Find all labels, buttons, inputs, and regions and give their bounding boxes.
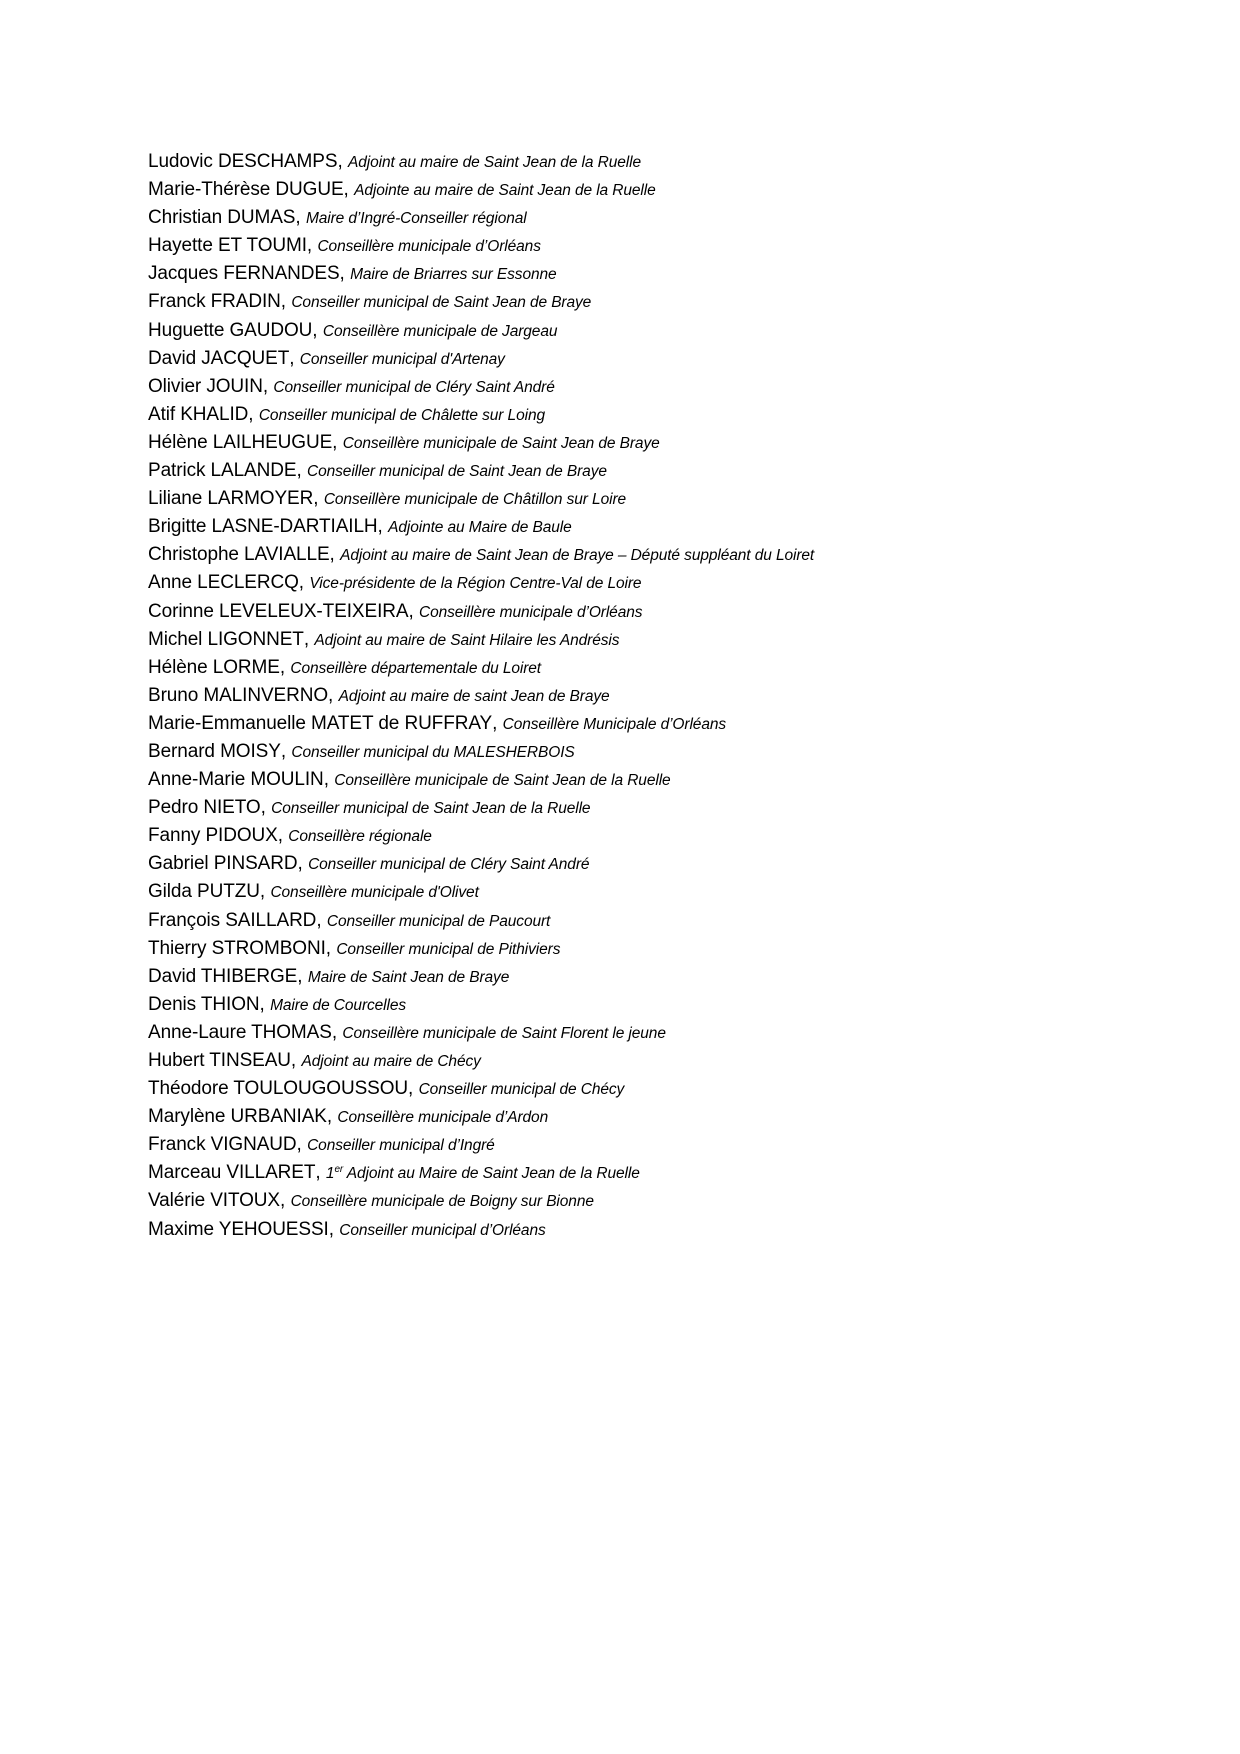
signatory-role: Conseillère départementale du Loiret (290, 659, 542, 677)
separator: , (296, 1134, 308, 1156)
list-item (148, 766, 814, 794)
signatory-role: Conseillère municipale d’Ardon (337, 1109, 549, 1127)
separator: , (260, 797, 272, 819)
signatory-role: Maire de Briarres sur Essonne (350, 266, 557, 284)
list-item (148, 1019, 814, 1047)
list-item (148, 850, 814, 878)
signatory-name: Jacques FERNANDES (148, 263, 340, 285)
signatory-role: Conseiller municipal de Paucourt (326, 912, 551, 930)
signatory-name: Michel LIGONNET (148, 628, 304, 650)
list-item (148, 822, 814, 850)
list-item (148, 401, 814, 429)
signatory-name: Franck VIGNAUD (148, 1134, 297, 1156)
separator: , (262, 375, 274, 397)
separator: , (316, 909, 327, 931)
separator: , (339, 263, 351, 285)
signatory-name: Anne-Laure THOMAS (148, 1021, 332, 1043)
signatory-name: Théodore TOULOUGOUSSOU (148, 1078, 409, 1100)
signatory-name: Hélène LORME (148, 656, 280, 678)
list-item (148, 429, 814, 457)
signatory-name: Bernard MOISY (148, 740, 281, 762)
list-item (148, 963, 814, 991)
signatory-role: Adjoint au maire de Saint Jean de la Ruelle (348, 154, 641, 171)
separator: , (312, 319, 323, 341)
signatory-name: Marie-Thérèse DUGUE (148, 179, 344, 201)
signatory-name: Valérie VITOUX (148, 1190, 280, 1212)
signatory-name: Marceau VILLARET (148, 1162, 316, 1184)
signatory-role: Adjoint au maire de Saint Hilaire les Andrésis (314, 631, 620, 649)
signatory-role-prefix: 1 (325, 1165, 335, 1183)
list-item (148, 513, 814, 541)
signatory-name: Olivier JOUIN (148, 375, 263, 397)
separator: , (297, 965, 308, 987)
signatory-name: David JACQUET (148, 347, 290, 369)
signatory-role: Conseillère municipale de Saint Jean de Braye (342, 434, 660, 452)
signatory-name: Patrick LALANDE (148, 460, 297, 482)
separator: , (325, 937, 337, 959)
list-item (148, 232, 814, 260)
signatory-role: Adjointe au maire de Saint Jean de la Ruelle (354, 182, 656, 200)
separator: , (280, 1190, 291, 1212)
list-item (148, 626, 814, 654)
list-item (148, 1047, 814, 1075)
separator: , (377, 516, 389, 538)
signatory-role: Adjoint au maire de Saint Jean de Braye – Député suppléant du Loiret (340, 547, 815, 565)
list-item (148, 907, 814, 935)
separator: , (303, 628, 315, 650)
signatory-role: Maire d’Ingré-Conseiller régional (305, 210, 527, 228)
list-item (148, 569, 814, 597)
signatory-role: Conseiller municipal de Saint Jean de Braye (307, 463, 607, 481)
signatory-name: Fanny PIDOUX (148, 825, 278, 847)
signatory-role: Adjoint au maire de saint Jean de Braye (338, 687, 610, 705)
separator: , (296, 460, 308, 482)
separator: , (248, 403, 259, 425)
signatory-name: Anne LECLERCQ (148, 572, 299, 594)
signatory-name: Bruno MALINVERNO (148, 684, 329, 706)
signatory-role: Conseiller municipal de Cléry Saint André (308, 856, 590, 874)
separator: , (323, 769, 335, 791)
separator: , (328, 1218, 340, 1240)
signatory-role: Conseillère municipale d'Olivet (270, 884, 479, 902)
list-item (148, 710, 814, 738)
signatory-name: Corinne LEVELEUX-TEIXEIRA (148, 600, 409, 622)
separator: , (259, 881, 271, 903)
list-item (148, 598, 814, 626)
separator: , (295, 207, 306, 229)
signatory-role: Conseiller municipal du MALESHERBOIS (291, 743, 575, 761)
signatory-name: Christian DUMAS (148, 207, 296, 229)
signatory-role: Adjointe au Maire de Baule (388, 519, 572, 537)
list-item (148, 345, 814, 373)
signatory-role: Conseillère municipale de Saint Florent le jeune (342, 1024, 666, 1042)
separator: , (259, 993, 271, 1015)
signatory-name: Gilda PUTZU (148, 881, 260, 903)
separator: , (332, 431, 343, 453)
list-item (148, 317, 814, 345)
signatory-name: Marylène URBANIAK (148, 1106, 327, 1128)
list-item (148, 1103, 814, 1131)
signatory-role: Conseiller municipal de Saint Jean de Braye (291, 294, 592, 312)
separator: , (329, 544, 341, 566)
separator: , (279, 656, 291, 678)
list-item (148, 204, 814, 232)
list-item (148, 1075, 814, 1103)
separator: , (306, 235, 318, 257)
list-item (148, 1131, 814, 1159)
signatory-name: Huguette GAUDOU (148, 319, 313, 341)
signatory-role: Conseillère Municipale d’Orléans (502, 715, 727, 733)
list-item (148, 457, 814, 485)
signatory-role: Adjoint au Maire de Saint Jean de la Ruelle (343, 1165, 640, 1183)
list-item (148, 991, 814, 1019)
signatory-role: Maire de Saint Jean de Braye (307, 968, 510, 986)
signatory-role: Conseillère municipale d’Orléans (317, 238, 541, 256)
separator: , (492, 712, 503, 734)
signatory-role: Conseiller municipal de Cléry Saint André (273, 378, 555, 396)
signatory-role: Maire de Courcelles (270, 996, 407, 1014)
signatory-name: Liliane LARMOYER (148, 488, 314, 510)
signatory-role: Conseiller municipal d'Artenay (299, 350, 505, 368)
signatory-role: Conseillère régionale (288, 828, 432, 846)
signatory-role: Conseillère municipale de Châtillon sur Loire (323, 491, 627, 509)
signatory-name: Hubert TINSEAU (148, 1050, 291, 1071)
signatory-name: François SAILLARD (148, 909, 317, 931)
separator: , (313, 488, 324, 510)
list-item (148, 288, 814, 316)
signatory-role: Conseillère municipale de Saint Jean de la Ruelle (334, 772, 671, 790)
signatory-role: Conseiller municipal d’Orléans (339, 1221, 546, 1239)
signatory-role: Conseiller municipal de Chécy (418, 1081, 625, 1099)
separator: , (337, 151, 348, 172)
signatory-role: Conseiller municipal de Châlette sur Loing (258, 406, 545, 424)
list-item (148, 682, 814, 710)
signatory-name: Thierry STROMBONI (148, 937, 326, 959)
list-item (148, 654, 814, 682)
separator: , (280, 291, 292, 313)
list-item (148, 878, 814, 906)
signatory-role: Conseillère municipale de Boigny sur Bionne (290, 1193, 594, 1211)
signatory-name: Atif KHALID (148, 403, 249, 425)
signatory-role: Conseiller municipal de Saint Jean de la Ruelle (271, 800, 591, 818)
signatory-name: Hélène LAILHEUGUE (148, 431, 333, 453)
list-item (148, 738, 814, 766)
list-item (148, 148, 814, 176)
signatory-name: Marie-Emmanuelle MATET de RUFFRAY (148, 712, 493, 734)
list-item (148, 1187, 814, 1215)
signatory-role: Adjoint au maire de Chécy (301, 1053, 481, 1070)
list-item (148, 176, 814, 204)
signatory-name: Maxime YEHOUESSI (148, 1218, 329, 1240)
signatory-role: Conseiller municipal de Pithiviers (336, 940, 561, 958)
list-item (148, 1216, 814, 1244)
signatory-role: Conseillère municipale d’Orléans (419, 603, 643, 621)
list-item (148, 260, 814, 288)
signatory-name: Hayette ET TOUMI (148, 235, 307, 257)
list-item (148, 935, 814, 963)
separator: , (298, 572, 310, 594)
separator: , (326, 1106, 338, 1128)
signatory-name: Ludovic DESCHAMPS (148, 151, 338, 172)
signatory-name: Denis THION (148, 993, 260, 1015)
separator: , (297, 853, 309, 875)
list-item (148, 794, 814, 822)
signatory-name: David THIBERGE (148, 965, 298, 987)
separator: , (290, 1050, 302, 1071)
separator: , (408, 600, 420, 622)
signatory-name: Christophe LAVIALLE (148, 544, 330, 566)
signatory-name: Pedro NIETO (148, 797, 261, 819)
signatory-role: Vice-présidente de la Région Centre-Val de Loire (309, 575, 642, 593)
signatory-name: Brigitte LASNE-DARTIAILH (148, 516, 378, 538)
separator: , (328, 684, 339, 706)
signatory-role: Conseiller municipal d’Ingré (307, 1137, 495, 1155)
signatory-list (148, 148, 814, 1244)
separator: , (289, 347, 300, 369)
list-item (148, 373, 814, 401)
separator: , (277, 825, 289, 847)
signatory-name: Anne-Marie MOULIN (148, 769, 324, 791)
signatory-role-ordinal: er (334, 1164, 344, 1176)
list-item (148, 1159, 814, 1187)
separator: , (315, 1162, 326, 1184)
list-item (148, 485, 814, 513)
separator: , (280, 740, 292, 762)
separator: , (343, 179, 355, 201)
signatory-role: Conseillère municipale de Jargeau (322, 322, 558, 340)
signatory-name: Franck FRADIN (148, 291, 281, 313)
list-item (148, 541, 814, 569)
signatory-name: Gabriel PINSARD (148, 853, 298, 875)
separator: , (408, 1078, 419, 1100)
separator: , (331, 1021, 343, 1043)
